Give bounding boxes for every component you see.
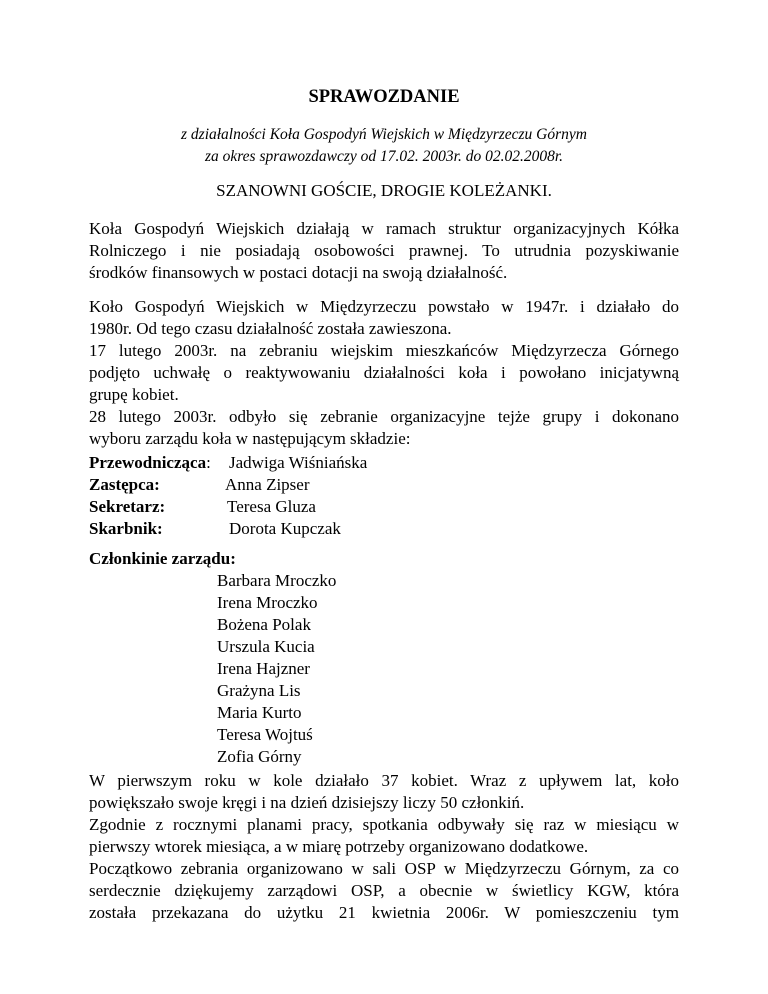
paragraph-line: 1980r. Od tego czasu działalność została zawieszona.	[89, 319, 452, 338]
member-row	[89, 570, 679, 592]
member-name: Zofia Górny	[217, 747, 302, 766]
member-name: Teresa Wojtuś	[217, 725, 313, 744]
member-name: Barbara Mroczko	[217, 571, 337, 590]
paragraph-line: Zgodnie z rocznymi planami pracy, spotkania odbywały się raz w miesiącu w	[89, 815, 679, 834]
paragraph-line: powiększało swoje kręgi i na dzień dzisiejszy liczy 50 członkiń.	[89, 793, 525, 812]
paragraph-1	[89, 218, 679, 284]
member-name: Irena Hajzner	[217, 659, 310, 678]
board-label-chair: Przewodnicząca:	[89, 453, 211, 472]
member-row	[89, 702, 679, 724]
paragraph-3	[89, 770, 679, 924]
paragraph-line: środków finansowych w postaci dotacji na swoją działalność.	[89, 263, 508, 282]
document-subtitle	[0, 124, 768, 168]
board-name-deputy: Anna Zipser	[225, 475, 310, 494]
paragraph-line: Początkowo zebrania organizowano w sali OSP w Międzyrzeczu Górnym, za co	[89, 859, 679, 878]
member-name: Irena Mroczko	[217, 593, 318, 612]
board-label-deputy: Zastępca:	[89, 475, 160, 494]
board-name-secretary: Teresa Gluza	[227, 497, 316, 516]
paragraph-line: podjęto uchwałę o reaktywowaniu działalności koła i powołano inicjatywną	[89, 363, 679, 382]
paragraph-line: 17 lutego 2003r. na zebraniu wiejskim mieszkańców Międzyrzecza Górnego	[89, 341, 679, 360]
member-row	[89, 636, 679, 658]
member-name: Urszula Kucia	[217, 637, 315, 656]
board-row-chair	[89, 452, 679, 474]
member-name: Grażyna Lis	[217, 681, 301, 700]
paragraph-line: została przekazana do użytku 21 kwietnia 2006r. W pomieszczeniu tym	[89, 903, 679, 922]
board-label-treasurer: Skarbnik:	[89, 519, 163, 538]
member-name: Maria Kurto	[217, 703, 302, 722]
paragraph-line: Koło Gospodyń Wiejskich w Międzyrzeczu powstało w 1947r. i działało do	[89, 297, 679, 316]
paragraph-line: grupę kobiet.	[89, 385, 179, 404]
board-list	[89, 452, 679, 540]
member-row	[89, 592, 679, 614]
board-name-chair: Jadwiga Wiśniańska	[229, 453, 368, 472]
paragraph-line: pierwszy wtorek miesiąca, a w miarę potrzeby organizowano dodatkowe.	[89, 837, 589, 856]
members-list	[89, 548, 679, 768]
paragraph-2	[89, 296, 679, 450]
board-row-deputy	[89, 474, 679, 496]
subtitle-line-1: z działalności Koła Gospodyń Wiejskich w Międzyrzeczu Górnym	[181, 126, 587, 143]
board-row-secretary	[89, 496, 679, 518]
board-name-treasurer: Dorota Kupczak	[229, 519, 341, 538]
paragraph-line: W pierwszym roku w kole działało 37 kobiet. Wraz z upływem lat, koło	[89, 771, 679, 790]
member-row	[89, 724, 679, 746]
paragraph-line: 28 lutego 2003r. odbyło się zebranie organizacyjne tejże grupy i dokonano	[89, 407, 679, 426]
members-heading: Członkinie zarządu:	[89, 549, 236, 568]
board-label-secretary: Sekretarz:	[89, 497, 166, 516]
greeting: SZANOWNI GOŚCIE, DROGIE KOLEŻANKI.	[216, 181, 552, 200]
paragraph-line: wyboru zarządu koła w następującym składzie:	[89, 429, 411, 448]
paragraph-line: serdecznie dziękujemy zarządowi OSP, a obecnie w świetlicy KGW, która	[89, 881, 679, 900]
document-title: SPRAWOZDANIE	[308, 87, 460, 107]
paragraph-line: Rolniczego i nie posiadają osobowości prawnej. To utrudnia pozyskiwanie	[89, 241, 679, 260]
member-row	[89, 658, 679, 680]
member-row	[89, 680, 679, 702]
members-heading-row	[89, 548, 679, 570]
member-row	[89, 614, 679, 636]
paragraph-line: Koła Gospodyń Wiejskich działają w ramach struktur organizacyjnych Kółka	[89, 219, 679, 238]
member-name: Bożena Polak	[217, 615, 311, 634]
board-row-treasurer	[89, 518, 679, 540]
subtitle-line-2: za okres sprawozdawczy od 17.02. 2003r. do 02.02.2008r.	[204, 148, 564, 165]
member-row	[89, 746, 679, 768]
